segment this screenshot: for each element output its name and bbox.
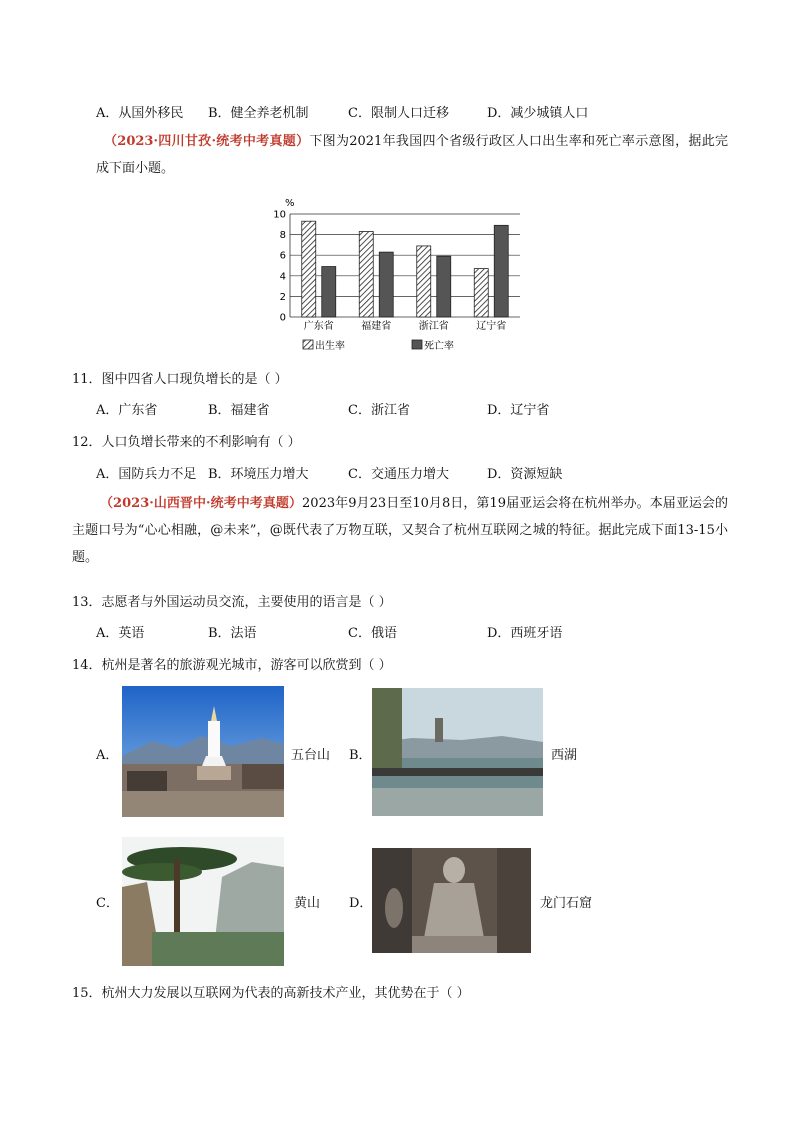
x-category-label: 福建省 [361, 321, 392, 332]
q14-option-d-caption: 龙门石窟 [540, 896, 593, 911]
q13-option-b: B．法语 [208, 626, 257, 641]
q13-option-a: A．英语 [96, 626, 145, 641]
q14-option-c-caption: 黄山 [294, 896, 321, 911]
q14-option-c-letter: C． [96, 896, 119, 911]
intro-text-2: 2023年9月23日至10月8日，第19届亚运会将在杭州举办。本届亚运会的主题口号为“心心相融，@未来”，@既代表了万物互联，又契合了杭州互联网之城的特征。据此完成下面13-15小题。 [72, 496, 728, 565]
birth-rate-bar [359, 232, 373, 317]
wutai-mountain-photo [122, 686, 284, 817]
q10-option-d: D．减少城镇人口 [487, 106, 589, 121]
y-tick-label: 4 [279, 271, 286, 283]
birth-rate-bar [417, 246, 431, 317]
q14-option-b-letter: B． [349, 748, 372, 763]
death-rate-bar [494, 225, 508, 317]
death-rate-bar [379, 252, 393, 317]
y-axis-unit-label: % [285, 198, 295, 209]
death-rate-bar [437, 256, 451, 317]
q10-option-b: B．健全养老机制 [208, 106, 309, 121]
q14-stem: 14．杭州是著名的旅游观光城市，游客可以欣赏到（ ） [72, 658, 392, 673]
q14-option-a-caption: 五台山 [291, 748, 331, 763]
q11-option-a: A．广东省 [96, 403, 158, 418]
legend-swatch [303, 340, 313, 349]
q13-option-c: C．俄语 [348, 626, 397, 641]
q11-option-c: C．浙江省 [348, 403, 410, 418]
q12-option-d: D．资源短缺 [487, 467, 563, 482]
q14-option-d-letter: D． [349, 896, 373, 911]
x-category-label: 浙江省 [418, 321, 449, 332]
legend-label: 死亡率 [424, 341, 454, 352]
death-rate-bar [322, 267, 336, 317]
intro-text-1: 下图为2021年我国四个省级行政区人口出生率和死亡率示意图，据此完成下面小题。 [96, 134, 728, 176]
legend-swatch [412, 340, 422, 349]
y-tick-label: 10 [273, 209, 286, 221]
q14-option-a-letter: A． [96, 748, 119, 763]
q12-option-b: B．环境压力增大 [208, 467, 309, 482]
q12-stem: 12．人口负增长带来的不利影响有（ ） [72, 435, 301, 450]
q14-option-b-caption: 西湖 [551, 748, 578, 763]
intro-paragraph-1 [96, 128, 728, 182]
q10-option-a: A．从国外移民 [96, 106, 184, 121]
x-category-label: 辽宁省 [476, 321, 507, 332]
q10-option-c: C．限制人口迁移 [348, 106, 449, 121]
y-tick-label: 8 [279, 230, 286, 242]
birth-death-rate-chart [270, 194, 540, 356]
q11-option-d: D．辽宁省 [487, 403, 550, 418]
legend-label: 出生率 [315, 341, 345, 352]
west-lake-photo [372, 688, 543, 816]
longmen-grottoes-photo [372, 848, 531, 953]
y-tick-label: 6 [279, 250, 286, 262]
q11-stem: 11．图中四省人口现负增长的是（ ） [72, 372, 288, 387]
q13-stem: 13．志愿者与外国运动员交流，主要使用的语言是（ ） [72, 595, 392, 610]
x-category-label: 广东省 [303, 321, 334, 332]
q12-option-c: C．交通压力增大 [348, 467, 449, 482]
huangshan-photo [122, 837, 284, 966]
source-tag-2: （2023·山西晋中·统考中考真题） [100, 496, 303, 511]
y-tick-label: 2 [279, 291, 286, 303]
q15-stem: 15．杭州大力发展以互联网为代表的高新技术产业，其优势在于（ ） [72, 986, 470, 1001]
source-tag-1: （2023·四川甘孜·统考中考真题） [104, 134, 310, 149]
y-tick-label: 0 [279, 312, 286, 324]
birth-rate-bar [474, 269, 488, 317]
q13-option-d: D．西班牙语 [487, 626, 563, 641]
q11-option-b: B．福建省 [208, 403, 270, 418]
birth-rate-bar [302, 221, 316, 317]
intro-paragraph-2 [72, 490, 728, 571]
q12-option-a: A．国防兵力不足 [96, 467, 197, 482]
